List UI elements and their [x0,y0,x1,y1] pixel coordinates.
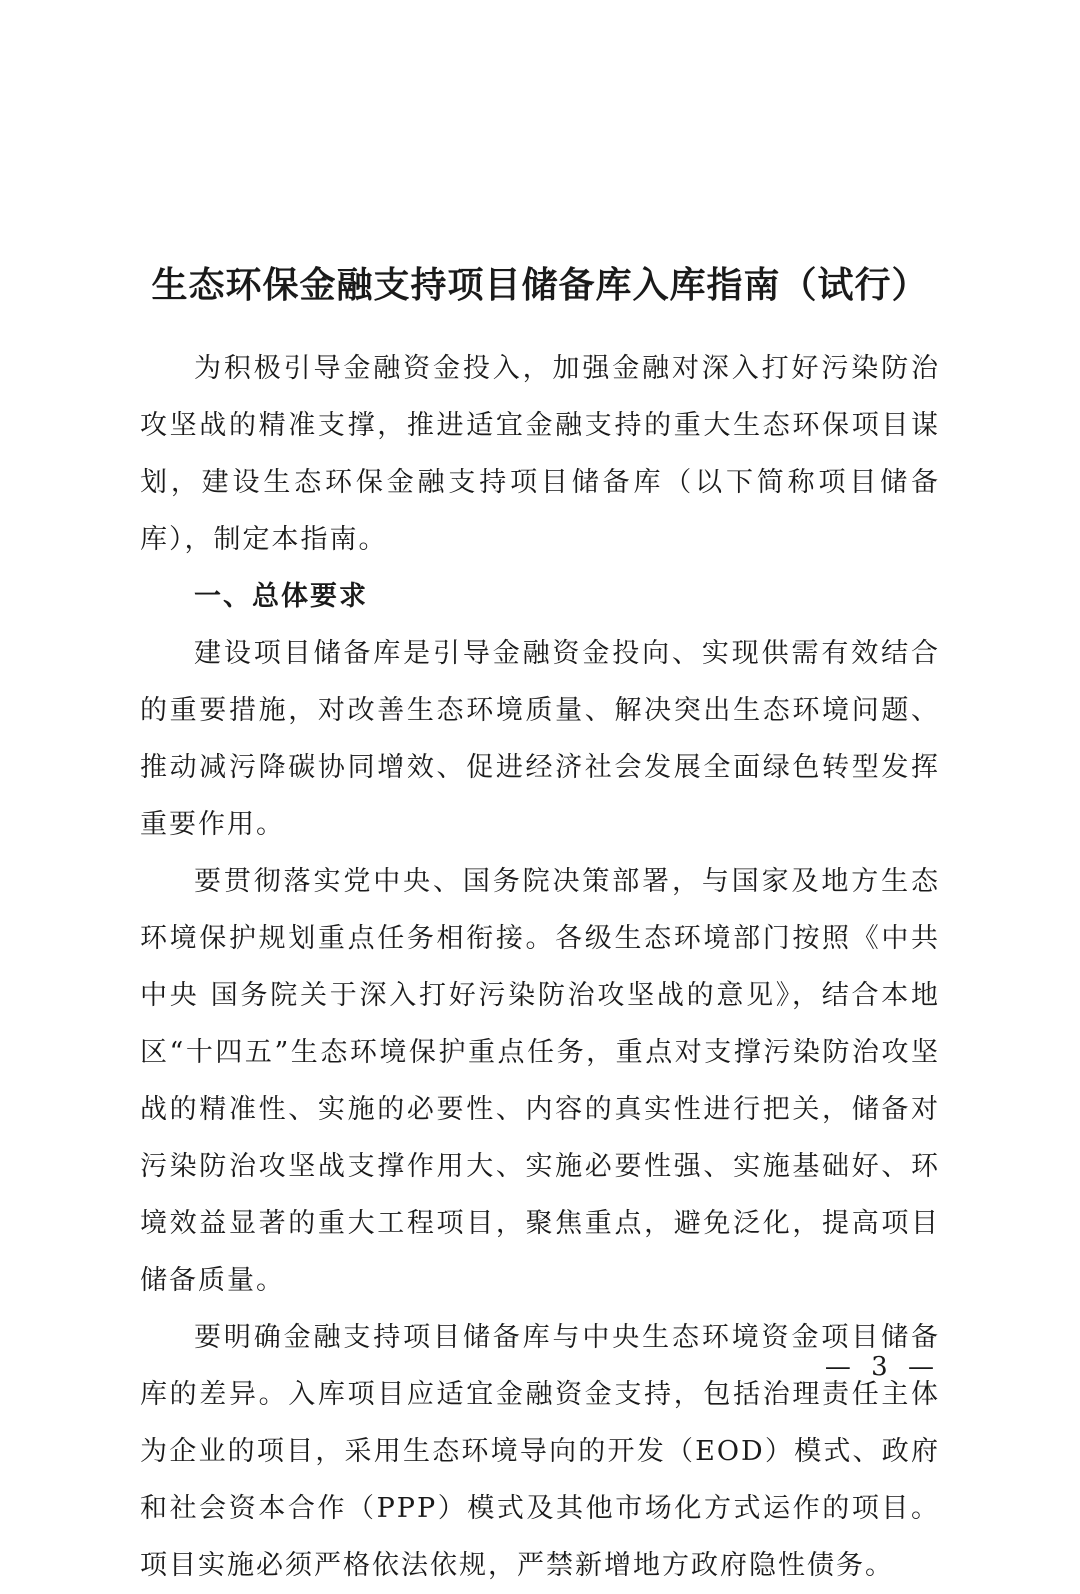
page-number: — 3 — [824,1352,940,1382]
body-paragraph: 建设项目储备库是引导金融资金投向、实现供需有效结合的重要措施，对改善生态环境质量、解决突出生态环境问题、推动减污降碳协同增效、促进经济社会发展全面绿色转型发挥重要作用。 [140,638,940,840]
body-paragraph: 要明确金融支持项目储备库与中央生态环境资金项目储备库的差异。入库项目应适宜金融资金支持，包括治理责任主体为企业的项目，采用生态环境导向的开发（EOD）模式、政府和社会资本合作（PPP）模式及其他市场化方式运作的项目。项目实施必须严格依法依规，严禁新增地方政府隐性债务。 [140,1322,940,1581]
document-body [140,340,940,1594]
document-title: 生态环保金融支持项目储备库入库指南（试行） [151,265,929,307]
section-heading: 一、总体要求 [194,581,368,612]
intro-paragraph: 为积极引导金融资金投入，加强金融对深入打好污染防治攻坚战的精准支撑，推进适宜金融支持的重大生态环保项目谋划，建设生态环保金融支持项目储备库（以下简称项目储备库），制定本指南。 [140,353,940,555]
body-paragraph: 要贯彻落实党中央、国务院决策部署，与国家及地方生态环境保护规划重点任务相衔接。各级生态环境部门按照《中共中央 国务院关于深入打好污染防治攻坚战的意见》，结合本地区“十四五”生态环境保护重点任务，重点对支撑污染防治攻坚战的精准性、实施的必要性、内容的真实性进行把关，储备对污染防治攻坚战支撑作用大、实施必要性强、实施基础好、环境效益显著的重大工程项目，聚焦重点，避免泛化，提高项目储备质量。 [140,866,940,1296]
